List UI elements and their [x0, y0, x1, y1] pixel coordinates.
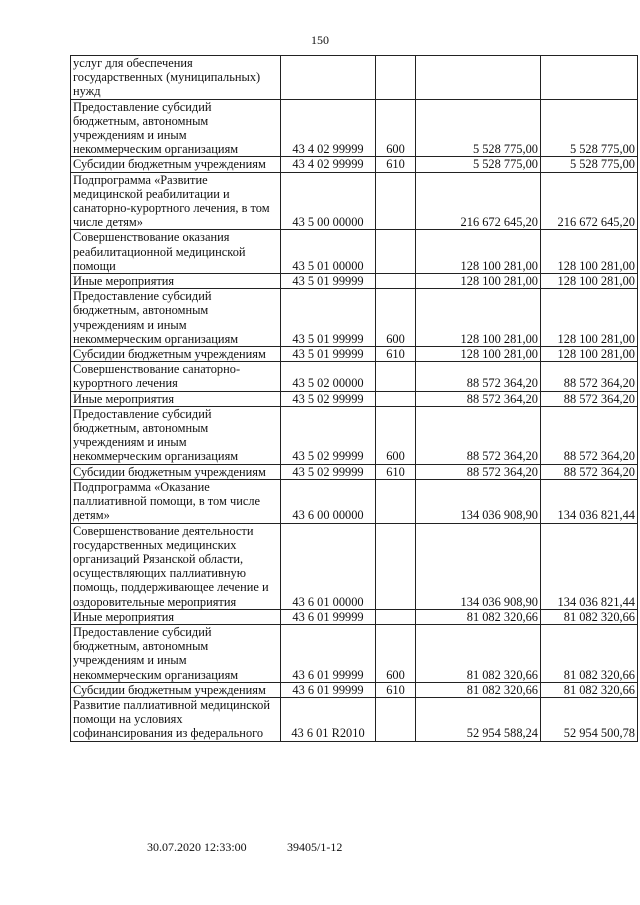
target-code-cell: 43 5 01 00000 — [281, 230, 376, 274]
amount-2020-cell: 88 572 364,20 — [416, 362, 541, 391]
table-row — [71, 464, 638, 479]
row-name-cell: Субсидии бюджетным учреждениям — [71, 464, 281, 479]
budget-table — [70, 55, 638, 742]
table-row — [71, 624, 638, 682]
amount-2020-cell: 216 672 645,20 — [416, 172, 541, 230]
expense-type-cell: 610 — [376, 464, 416, 479]
amount-2020-cell: 128 100 281,00 — [416, 347, 541, 362]
amount-2020-cell: 128 100 281,00 — [416, 230, 541, 274]
expense-type-cell — [376, 391, 416, 406]
table-row — [71, 274, 638, 289]
amount-2021-cell: 5 528 775,00 — [541, 157, 638, 172]
target-code-cell: 43 6 00 00000 — [281, 479, 376, 523]
row-name-cell: Предоставление субсидий бюджетным, автономным учреждениям и иным некоммерческим организациям — [71, 289, 281, 347]
amount-2020-cell: 81 082 320,66 — [416, 609, 541, 624]
target-code-cell: 43 5 02 99999 — [281, 406, 376, 464]
table-row — [71, 682, 638, 697]
table-row — [71, 479, 638, 523]
table-row — [71, 289, 638, 347]
expense-type-cell — [376, 609, 416, 624]
amount-2020-cell — [416, 56, 541, 100]
expense-type-cell — [376, 274, 416, 289]
table-row — [71, 523, 638, 609]
table-row — [71, 99, 638, 157]
table-row — [71, 347, 638, 362]
expense-type-cell — [376, 523, 416, 609]
amount-2020-cell: 128 100 281,00 — [416, 274, 541, 289]
row-name-cell: Совершенствование деятельности государственных медицинских организаций Рязанской области, осуществляющих паллиативную помощь, поддерживающее лечение и оздоровительные мероприятия — [71, 523, 281, 609]
target-code-cell: 43 5 00 00000 — [281, 172, 376, 230]
table-row — [71, 56, 638, 100]
row-name-cell: Иные мероприятия — [71, 391, 281, 406]
row-name-cell: Иные мероприятия — [71, 274, 281, 289]
expense-type-cell: 600 — [376, 289, 416, 347]
amount-2020-cell: 52 954 588,24 — [416, 697, 541, 741]
amount-2020-cell: 88 572 364,20 — [416, 406, 541, 464]
amount-2021-cell: 81 082 320,66 — [541, 682, 638, 697]
row-name-cell: Совершенствование санаторно-курортного лечения — [71, 362, 281, 391]
amount-2021-cell: 134 036 821,44 — [541, 523, 638, 609]
target-code-cell: 43 5 01 99999 — [281, 274, 376, 289]
amount-2020-cell: 88 572 364,20 — [416, 464, 541, 479]
expense-type-cell — [376, 479, 416, 523]
target-code-cell: 43 6 01 R2010 — [281, 697, 376, 741]
table-row — [71, 362, 638, 391]
amount-2021-cell: 81 082 320,66 — [541, 609, 638, 624]
amount-2020-cell: 88 572 364,20 — [416, 391, 541, 406]
amount-2021-cell: 128 100 281,00 — [541, 347, 638, 362]
row-name-cell: Подпрограмма «Развитие медицинской реабилитации и санаторно-курортного лечения, в том числе детям» — [71, 172, 281, 230]
amount-2021-cell: 128 100 281,00 — [541, 289, 638, 347]
row-name-cell: услуг для обеспечения государственных (муниципальных) нужд — [71, 56, 281, 100]
table-row — [71, 697, 638, 741]
amount-2021-cell: 88 572 364,20 — [541, 391, 638, 406]
target-code-cell — [281, 56, 376, 100]
table-row — [71, 391, 638, 406]
target-code-cell: 43 4 02 99999 — [281, 157, 376, 172]
amount-2021-cell: 5 528 775,00 — [541, 99, 638, 157]
target-code-cell: 43 6 01 99999 — [281, 624, 376, 682]
amount-2021-cell: 88 572 364,20 — [541, 464, 638, 479]
expense-type-cell — [376, 697, 416, 741]
target-code-cell: 43 5 02 00000 — [281, 362, 376, 391]
expense-type-cell — [376, 362, 416, 391]
footer-timestamp: 30.07.2020 12:33:00 — [147, 840, 247, 854]
footer-document-id: 39405/1-12 — [287, 840, 343, 854]
row-name-cell: Субсидии бюджетным учреждениям — [71, 157, 281, 172]
amount-2020-cell: 134 036 908,90 — [416, 523, 541, 609]
table-row — [71, 172, 638, 230]
amount-2021-cell: 128 100 281,00 — [541, 230, 638, 274]
row-name-cell: Предоставление субсидий бюджетным, автономным учреждениям и иным некоммерческим организациям — [71, 406, 281, 464]
amount-2020-cell: 5 528 775,00 — [416, 99, 541, 157]
amount-2021-cell: 134 036 821,44 — [541, 479, 638, 523]
amount-2020-cell: 134 036 908,90 — [416, 479, 541, 523]
amount-2021-cell: 81 082 320,66 — [541, 624, 638, 682]
expense-type-cell — [376, 172, 416, 230]
amount-2020-cell: 81 082 320,66 — [416, 682, 541, 697]
amount-2021-cell: 128 100 281,00 — [541, 274, 638, 289]
amount-2021-cell: 88 572 364,20 — [541, 362, 638, 391]
target-code-cell: 43 5 01 99999 — [281, 289, 376, 347]
row-name-cell: Предоставление субсидий бюджетным, автономным учреждениям и иным некоммерческим организациям — [71, 99, 281, 157]
table-row — [71, 406, 638, 464]
target-code-cell: 43 4 02 99999 — [281, 99, 376, 157]
amount-2021-cell: 88 572 364,20 — [541, 406, 638, 464]
expense-type-cell: 600 — [376, 406, 416, 464]
row-name-cell: Предоставление субсидий бюджетным, автономным учреждениям и иным некоммерческим организациям — [71, 624, 281, 682]
target-code-cell: 43 6 01 99999 — [281, 609, 376, 624]
table-row — [71, 157, 638, 172]
target-code-cell: 43 5 01 99999 — [281, 347, 376, 362]
target-code-cell: 43 6 01 99999 — [281, 682, 376, 697]
row-name-cell: Иные мероприятия — [71, 609, 281, 624]
target-code-cell: 43 5 02 99999 — [281, 464, 376, 479]
expense-type-cell: 600 — [376, 99, 416, 157]
expense-type-cell — [376, 56, 416, 100]
row-name-cell: Субсидии бюджетным учреждениям — [71, 682, 281, 697]
expense-type-cell: 610 — [376, 682, 416, 697]
amount-2020-cell: 81 082 320,66 — [416, 624, 541, 682]
expense-type-cell: 610 — [376, 347, 416, 362]
target-code-cell: 43 6 01 00000 — [281, 523, 376, 609]
amount-2021-cell: 216 672 645,20 — [541, 172, 638, 230]
row-name-cell: Подпрограмма «Оказание паллиативной помощи, в том числе детям» — [71, 479, 281, 523]
row-name-cell: Развитие паллиативной медицинской помощи на условиях софинансирования из федерального — [71, 697, 281, 741]
target-code-cell: 43 5 02 99999 — [281, 391, 376, 406]
expense-type-cell — [376, 230, 416, 274]
row-name-cell: Совершенствование оказания реабилитационной медицинской помощи — [71, 230, 281, 274]
row-name-cell: Субсидии бюджетным учреждениям — [71, 347, 281, 362]
amount-2021-cell: 52 954 500,78 — [541, 697, 638, 741]
expense-type-cell: 610 — [376, 157, 416, 172]
amount-2021-cell — [541, 56, 638, 100]
amount-2020-cell: 5 528 775,00 — [416, 157, 541, 172]
expense-type-cell: 600 — [376, 624, 416, 682]
page-number: 150 — [311, 33, 329, 47]
table-row — [71, 230, 638, 274]
amount-2020-cell: 128 100 281,00 — [416, 289, 541, 347]
table-row — [71, 609, 638, 624]
